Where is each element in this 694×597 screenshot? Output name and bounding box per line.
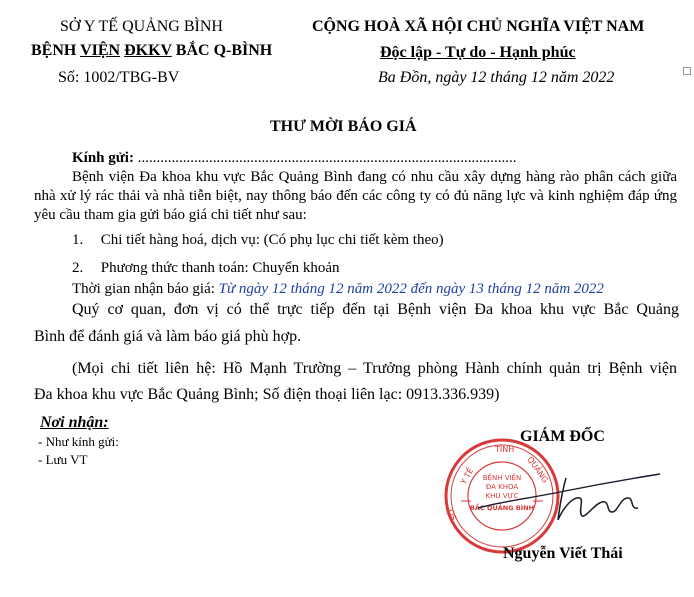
seal-center-line: KHU VỰC [485,492,519,500]
seal-center-line: ĐA KHOA [485,483,519,491]
greeting-dots: ..................................................................................................... [133,150,517,166]
hospital-name [31,42,272,60]
seal-ring-top: TỈNH [495,445,515,454]
contact-line-2: Đa khoa khu vực Bắc Quảng Bình; Số điện thoại liên lạc: 0913.336.939) [34,386,500,403]
greeting-label: Kính gửi: [72,150,134,166]
list-item [72,232,444,249]
recipients-label: Nơi nhận: [40,414,109,431]
hospital-name-prefix: BỆNH [31,42,81,59]
seal-ring-left: Y TẾ [458,466,476,486]
list-item-number: 1. [72,232,84,248]
list-item-number: 2. [72,260,84,276]
document-number: Số: 1002/TBG-BV [58,69,180,86]
recipient-item: - Như kính gửi: [38,434,119,449]
greeting-line [72,150,516,167]
quote-time-label: Thời gian nhận báo giá: [72,281,219,297]
list-item [72,260,340,277]
signer-role: GIÁM ĐỐC [520,428,605,445]
republic-heading: CỘNG HOÀ XÃ HỘI CHỦ NGHĨA VIỆT NAM [312,18,645,35]
signer-name: Nguyễn Viết Thái [503,545,623,562]
ministry-name: SỞ Y TẾ QUẢNG BÌNH [60,18,223,35]
quote-time-line [72,281,604,298]
document-title: THƯ MỜI BÁO GIÁ [270,118,417,135]
invite-line-1: Quý cơ quan, đơn vị có thể trực tiếp đến tại Bệnh viện Đa khoa khu vực Bắc Quảng [72,301,679,318]
hospital-name-vien: VIỆN [80,42,121,59]
hospital-name-dkkv: ĐKKV [124,42,172,59]
seal-center-line: BỆNH VIỆN [482,474,522,482]
national-motto: Độc lập - Tự do - Hạnh phúc [380,44,576,61]
list-item-text: Chi tiết hàng hoá, dịch vụ: (Có phụ lục chi tiết kèm theo) [100,232,444,248]
seal-bottom-line: BẮC QUẢNG BÌNH [469,504,535,512]
anchor-marker [683,67,691,75]
seal-ring-bottom: SỞ [446,506,459,522]
intro-paragraph: Bệnh viện Đa khoa khu vực Bắc Quảng Bình đang có nhu cầu xây dựng hàng rào phân cách giữa nhà xử lý rác thải và nhà tiễn biệt, nay thông báo đến các công ty có đủ năng lực và kinh nghiệm đáp ứng yêu cầu tham gia gửi báo giá chi tiết như sau: [34,169,677,223]
place-date: Ba Đồn, ngày 12 tháng 12 năm 2022 [378,69,615,86]
hospital-name-suffix: BẮC Q-BÌNH [171,42,273,59]
list-item-text: Phương thức thanh toán: Chuyển khoản [100,260,340,276]
recipient-item: - Lưu VT [38,452,88,467]
contact-line-1: (Mọi chi tiết liên hệ: Hồ Mạnh Trường – Trưởng phòng Hành chính quản trị Bệnh viện [72,360,677,377]
quote-time-value: Từ ngày 12 tháng 12 năm 2022 đến ngày 13 tháng 12 năm 2022 [218,281,604,297]
handwritten-signature [470,468,670,538]
seal-ring-right: QUẢNG [525,454,550,485]
invite-line-2: Bình để đánh giá và làm báo giá phù hợp. [34,328,302,345]
